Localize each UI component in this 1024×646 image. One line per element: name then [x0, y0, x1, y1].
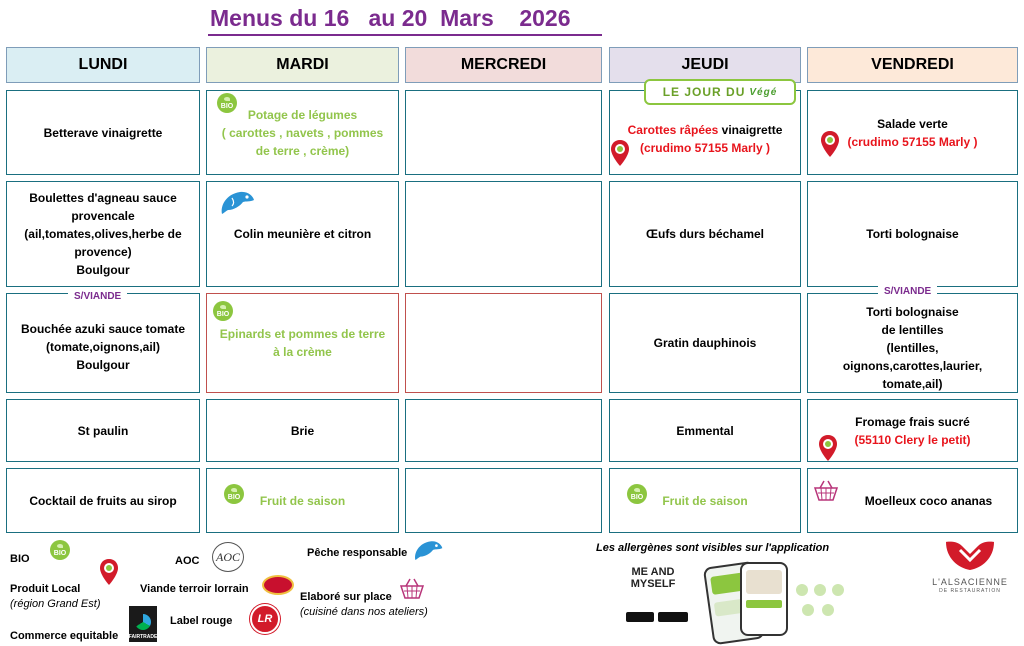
dish-name: Epinards et pommes de terre à la crème [219, 327, 386, 359]
menu-cell-lundi-dessert [6, 468, 200, 533]
legend-commerce-label: Commerce equitable [10, 630, 119, 642]
page-title: Menus du 16 au 20 Mars 2026 [208, 4, 602, 36]
bio-icon: BIO [213, 301, 233, 321]
local-product-pin-icon [820, 130, 840, 158]
menu-cell-mercredi-dessert [405, 468, 602, 533]
app-feature-icons [794, 580, 854, 630]
menu-cell-lundi-entree [6, 90, 200, 175]
brand-subtitle: DE RESTAURATION [939, 588, 1001, 594]
menu-cell-mardi-legume [206, 293, 399, 393]
dish-name: Moelleux coco ananas [864, 493, 993, 508]
dish-name: Fruit de saison [259, 493, 346, 508]
local-product-pin-icon [818, 434, 838, 462]
dish-name: Torti bolognaise [866, 305, 959, 319]
menu-cell-mardi-fromage [206, 399, 399, 462]
viande-lorrain-icon [262, 575, 294, 595]
menu-cell-mercredi-fromage [405, 399, 602, 462]
aoc-icon-text: AOC [216, 549, 240, 564]
menu-cell-mercredi-plat [405, 181, 602, 287]
app-promo-image [618, 560, 858, 644]
dish-name-line [628, 121, 783, 139]
dish-name: Potage de légumes [247, 107, 358, 122]
fairtrade-text: FAIRTRADE [128, 634, 158, 640]
legend-label-rouge: Label rouge [170, 615, 233, 627]
menu-cell-lundi-alternative [6, 293, 200, 393]
dish-origin: (55110 Clery le petit) [854, 432, 971, 447]
dish-detail: ( carottes , navets , pommes de terre , crème) [221, 125, 384, 158]
dish-name: Colin meunière et citron [233, 227, 372, 241]
aoc-icon [212, 542, 244, 572]
legend-local-region: (région Grand Est) [10, 598, 101, 610]
day-header-mercredi: MERCREDI [405, 47, 602, 83]
dish-name-2: de lentilles [881, 323, 944, 337]
dish-name: Cocktail de fruits au sirop [29, 493, 177, 508]
dish-origin: (crudimo 57155 Marly ) [639, 140, 771, 155]
menu-cell-lundi-plat [6, 181, 200, 287]
bio-icon: BIO [50, 540, 70, 560]
dish-name: Bouchée azuki sauce tomate [20, 322, 186, 336]
menu-cell-vendredi-plat [807, 181, 1018, 287]
menu-cell-jeudi-plat [609, 181, 801, 287]
dish-name: Boulettes d'agneau sauce provencale [29, 191, 177, 223]
menu-cell-mercredi-entree [405, 90, 602, 175]
menu-cell-vendredi-fromage [807, 399, 1018, 462]
legend-peche-label: Pêche responsable [307, 547, 408, 559]
local-product-pin-icon [99, 558, 119, 586]
legend-elabore-detail: (cuisiné dans nos ateliers) [300, 606, 428, 618]
legend-local-label: Produit Local [10, 583, 81, 595]
day-header-lundi: LUNDI [6, 47, 200, 83]
dish-detail: (tomate,oignons,ail) [46, 340, 160, 354]
dish-name: Brie [290, 423, 315, 438]
day-header-mardi: MARDI [206, 47, 399, 83]
me-and-myself-logo: ME AND MYSELF [630, 566, 676, 590]
fish-icon [412, 534, 444, 564]
dish-name: Gratin dauphinois [653, 336, 757, 350]
dish-detail: (ail,tomates,olives,herbe de provence) [24, 227, 182, 259]
local-product-pin-icon [610, 139, 630, 167]
dish-name-suffix: vinaigrette [718, 122, 783, 137]
menu-cell-vendredi-alternative [807, 293, 1018, 393]
legend-bio-label: BIO [10, 553, 30, 565]
label-rouge-icon-text: LR [257, 613, 273, 625]
bio-icon: BIO [217, 93, 237, 113]
legend-aoc-label: AOC [175, 555, 200, 567]
bio-icon: BIO [224, 484, 244, 504]
sans-viande-badge: S/VIANDE [68, 290, 127, 304]
legend-elabore-label: Elaboré sur place [300, 591, 392, 603]
dish-side: Boulgour [76, 358, 130, 372]
vege-logo-word: Végé [749, 86, 778, 98]
day-header-jeudi: JEUDI [609, 47, 801, 83]
brand-logo [920, 538, 1020, 598]
brand-heart-icon [942, 538, 998, 572]
menu-cell-jeudi-fromage [609, 399, 801, 462]
dish-detail: (lentilles, oignons,carottes,laurier, tomate,ail) [842, 341, 983, 391]
brand-name: L'ALSACIENNE [932, 577, 1008, 587]
bio-icon: BIO [627, 484, 647, 504]
menu-cell-lundi-fromage [6, 399, 200, 462]
dish-name: St paulin [77, 423, 129, 438]
dish-name: Fruit de saison [662, 493, 748, 508]
dish-name: Œufs durs béchamel [645, 227, 765, 241]
dish-name: Fromage frais sucré [855, 414, 970, 429]
basket-icon [812, 478, 840, 502]
menu-cell-jeudi-legume [609, 293, 801, 393]
dish-side: Boulgour [76, 263, 130, 277]
dish-name: Carottes râpées [627, 122, 719, 137]
dish-name: Salade verte [877, 116, 948, 131]
basket-icon [398, 576, 426, 600]
dish-name: Torti bolognaise [866, 227, 959, 241]
day-header-vendredi: VENDREDI [807, 47, 1018, 83]
jour-du-vege-logo [644, 79, 796, 105]
fish-icon [218, 184, 256, 218]
allergen-app-note: Les allergènes sont visibles sur l'application [596, 542, 830, 554]
legend-viande-label: Viande terroir lorrain [140, 583, 249, 595]
menu-cell-mercredi-legume [405, 293, 602, 393]
store-badges [626, 612, 688, 622]
label-rouge-icon [250, 604, 280, 634]
dish-name: Emmental [676, 423, 734, 438]
fairtrade-icon [129, 606, 157, 642]
sans-viande-badge: S/VIANDE [878, 285, 937, 299]
phone-mockup [740, 562, 788, 636]
vege-logo-text: LE JOUR DU [662, 85, 746, 99]
dish-name: Betterave vinaigrette [43, 125, 163, 140]
dish-origin: (crudimo 57155 Marly ) [847, 134, 978, 149]
